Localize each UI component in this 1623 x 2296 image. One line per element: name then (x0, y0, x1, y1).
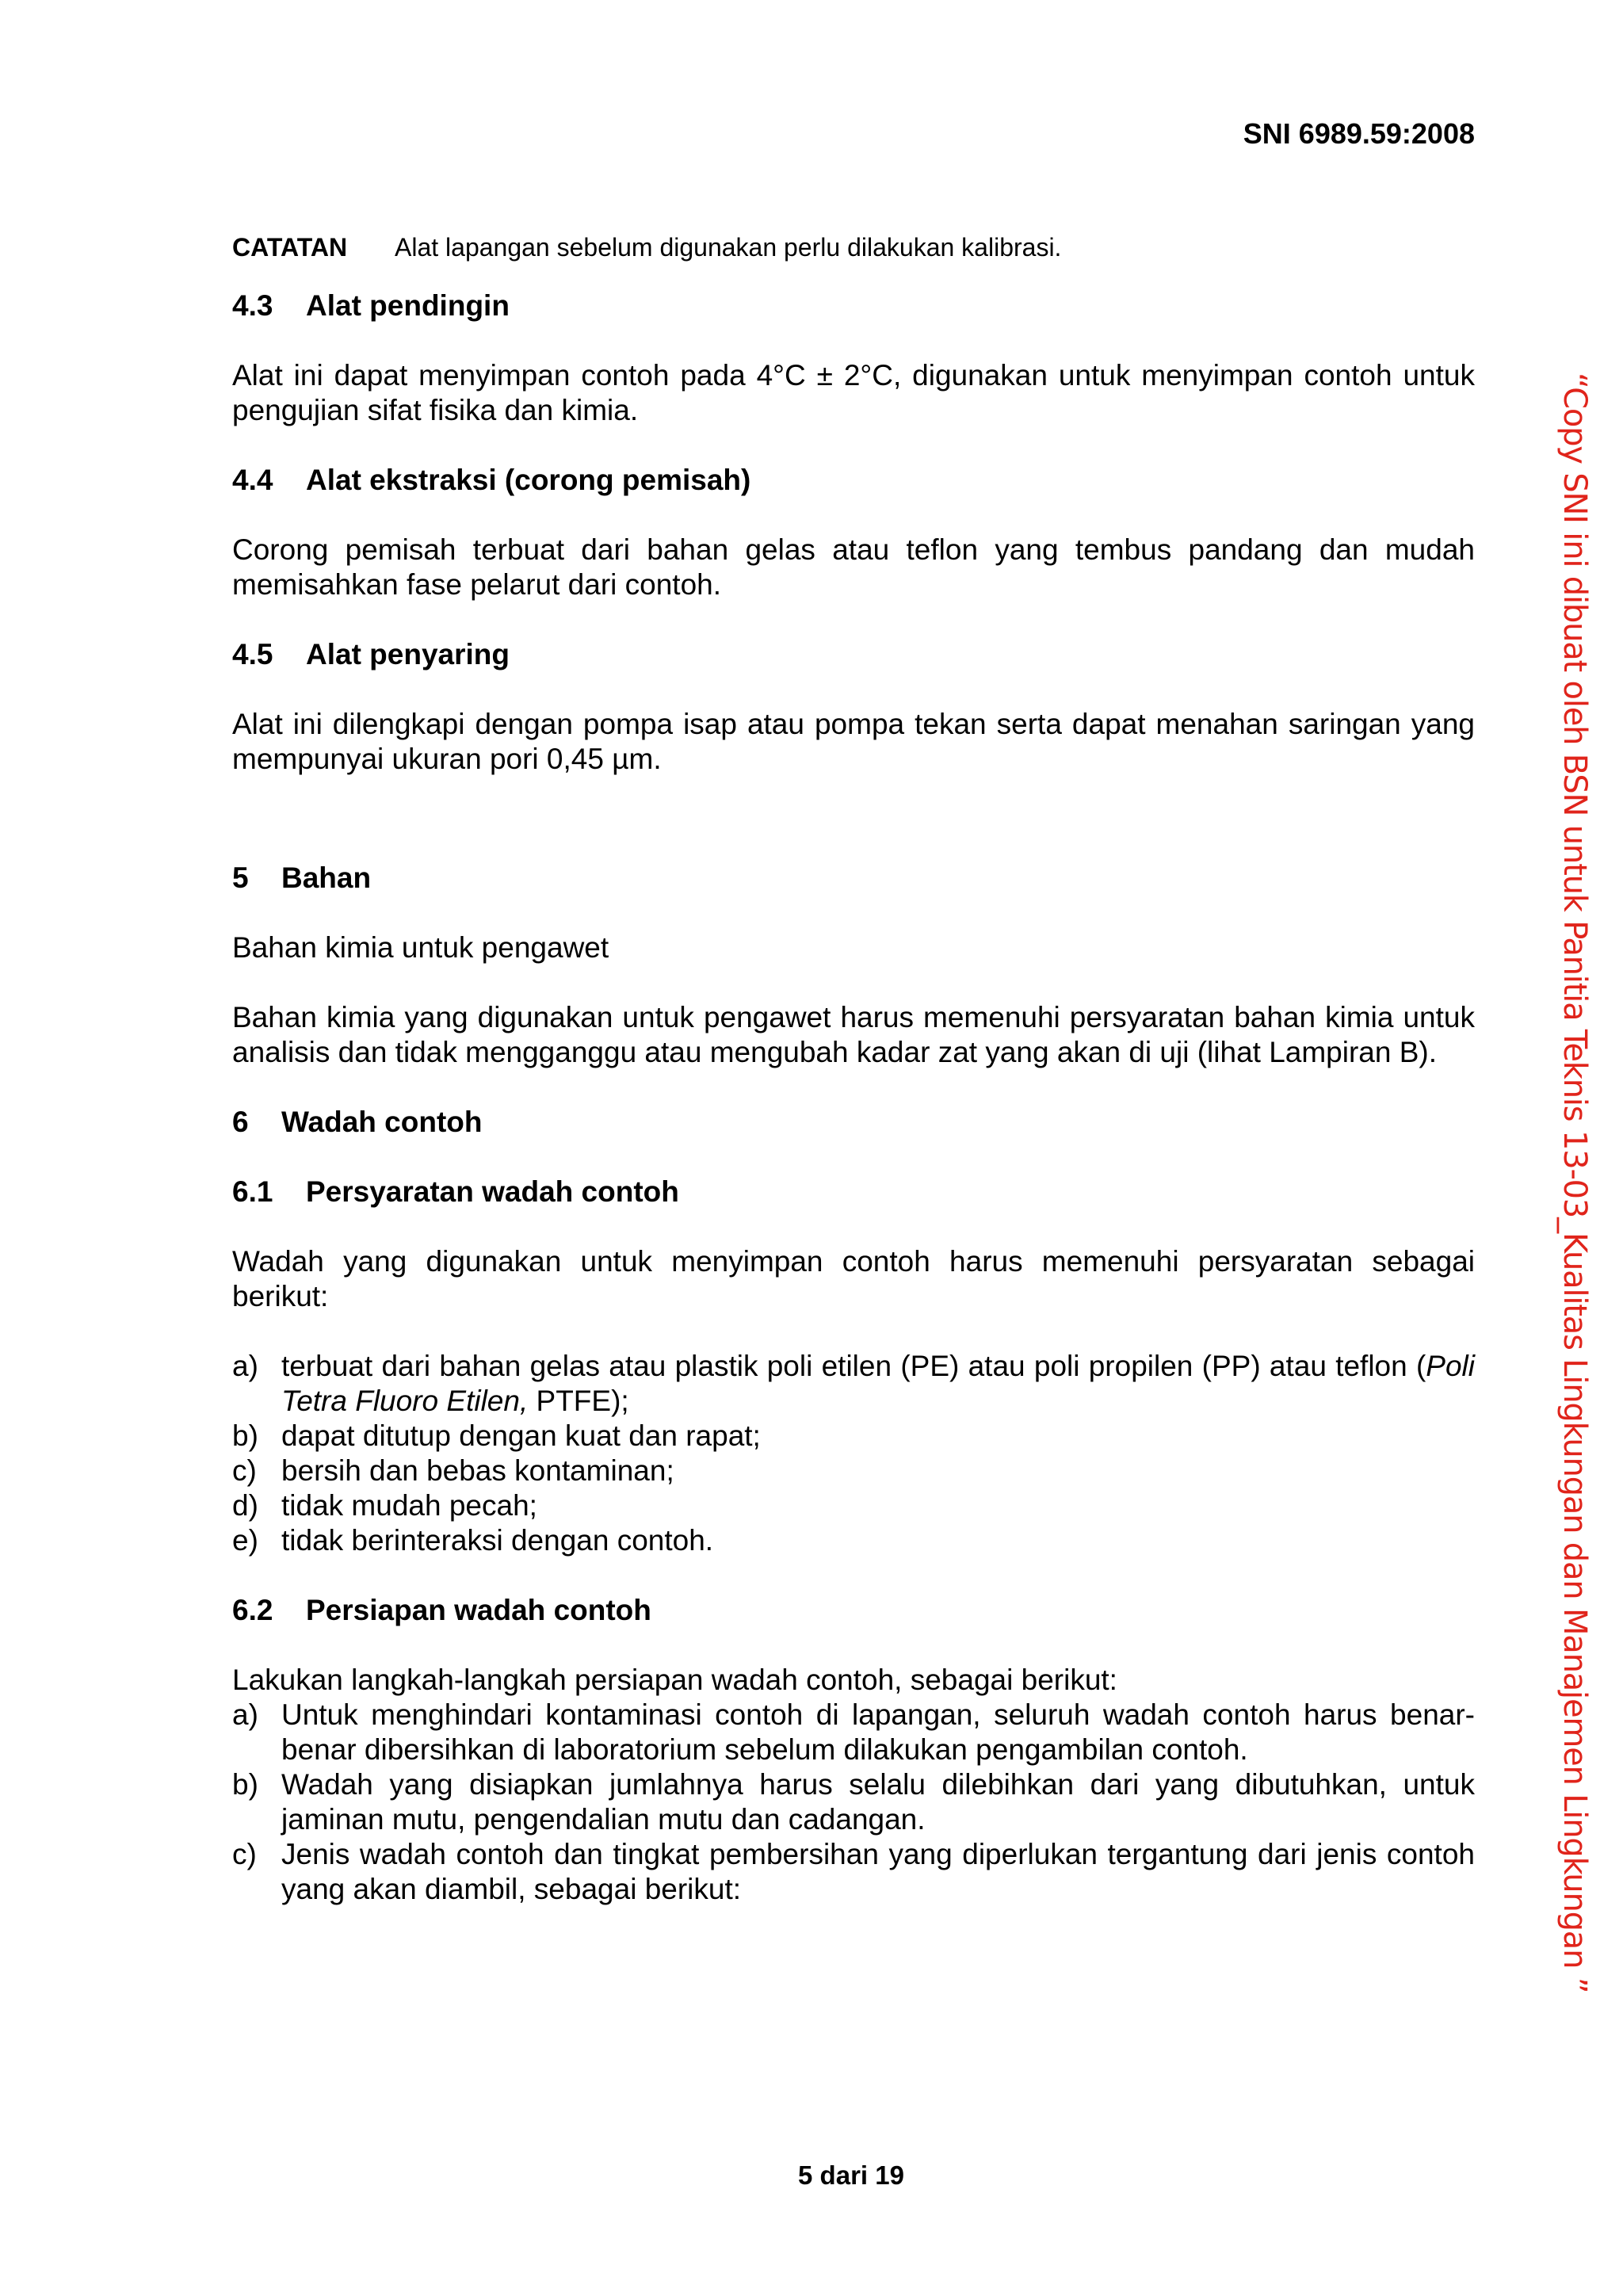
requirements-list (232, 1349, 1475, 1558)
note-text: Alat lapangan sebelum digunakan perlu dilakukan kalibrasi. (395, 233, 1062, 262)
list-item-text: terbuat dari bahan gelas atau plastik poli etilen (PE) atau poli propilen (PP) atau teflon (Poli Tetra Fluoro Etilen, PTFE); (281, 1350, 1475, 1417)
list-item-text: bersih dan bebas kontaminan; (281, 1454, 674, 1487)
list-item (232, 1488, 1475, 1523)
list-marker: c) (232, 1838, 257, 1870)
section-title: Persyaratan wadah contoh (306, 1175, 679, 1208)
list-item (232, 1698, 1475, 1767)
list-item (232, 1349, 1475, 1419)
section-heading-4-5 (232, 637, 1475, 672)
section-number: 6 (232, 1106, 249, 1138)
section-body-4-3: Alat ini dapat menyimpan contoh pada 4°C ± 2°C, digunakan untuk menyimpan contoh untuk pengujian sifat fisika dan kimia. (232, 359, 1475, 426)
italic-term: Poli Tetra Fluoro Etilen, (281, 1350, 1475, 1417)
list-item-text: tidak berinteraksi dengan contoh. (281, 1524, 714, 1557)
list-item (232, 1523, 1475, 1558)
section-number: 6.1 (232, 1175, 273, 1208)
list-item-text: Wadah yang disiapkan jumlahnya harus selalu dilebihkan dari yang dibutuhkan, untuk jaminan mutu, pengendalian mutu dan cadangan. (281, 1768, 1475, 1836)
section-heading-6 (232, 1105, 1475, 1140)
note (232, 230, 1475, 265)
section-intro-6-1: Wadah yang digunakan untuk menyimpan contoh harus memenuhi persyaratan sebagai berikut: (232, 1245, 1475, 1312)
section-title: Alat penyaring (306, 638, 510, 670)
section-heading-5 (232, 861, 1475, 896)
section-body-4-4: Corong pemisah terbuat dari bahan gelas atau teflon yang tembus pandang dan mudah memisahkan fase pelarut dari contoh. (232, 533, 1475, 601)
list-marker: a) (232, 1350, 258, 1382)
note-label: CATATAN (232, 233, 348, 262)
section-heading-6-1 (232, 1175, 1475, 1209)
section-number: 4.5 (232, 638, 273, 670)
page-number-footer: 5 dari 19 (798, 2160, 904, 2190)
section-intro-6-2: Lakukan langkah-langkah persiapan wadah contoh, sebagai berikut: (232, 1664, 1117, 1696)
list-marker: c) (232, 1454, 257, 1487)
section-number: 5 (232, 861, 249, 894)
list-item-text: dapat ditutup dengan kuat dan rapat; (281, 1419, 761, 1452)
list-item-text: Jenis wadah contoh dan tingkat pembersihan yang diperlukan tergantung dari jenis contoh yang akan diambil, sebagai berikut: (281, 1838, 1475, 1905)
list-marker: b) (232, 1768, 258, 1801)
section-number: 4.3 (232, 289, 273, 322)
list-item (232, 1837, 1475, 1907)
preparation-steps-list (232, 1698, 1475, 1907)
list-item (232, 1767, 1475, 1837)
list-item-text: tidak mudah pecah; (281, 1489, 537, 1522)
section-title: Alat ekstraksi (corong pemisah) (306, 464, 751, 496)
list-marker: d) (232, 1489, 258, 1522)
section-title: Wadah contoh (281, 1106, 483, 1138)
section-subtitle-5: Bahan kimia untuk pengawet (232, 931, 609, 964)
section-number: 4.4 (232, 464, 273, 496)
list-item-text: Untuk menghindari kontaminasi contoh di lapangan, seluruh wadah contoh harus benar-benar dibersihkan di laboratorium sebelum dilakukan pengambilan contoh. (281, 1698, 1475, 1766)
section-heading-4-3 (232, 288, 1475, 323)
section-title: Persiapan wadah contoh (306, 1594, 651, 1626)
list-marker: a) (232, 1698, 258, 1731)
section-body-4-5: Alat ini dilengkapi dengan pompa isap atau pompa tekan serta dapat menahan saringan yang mempunyai ukuran pori 0,45 µm. (232, 708, 1475, 775)
section-title: Alat pendingin (306, 289, 510, 322)
section-title: Bahan (281, 861, 372, 894)
section-heading-6-2 (232, 1593, 1475, 1628)
list-marker: e) (232, 1524, 258, 1557)
page-content (232, 230, 1475, 1907)
section-heading-4-4 (232, 463, 1475, 498)
section-body-5: Bahan kimia yang digunakan untuk pengawet harus memenuhi persyaratan bahan kimia untuk analisis dan tidak mengganggu atau mengubah kadar zat yang akan di uji (lihat Lampiran B). (232, 1001, 1475, 1068)
list-item (232, 1419, 1475, 1454)
section-number: 6.2 (232, 1594, 273, 1626)
standard-code-header: SNI 6989.59:2008 (1243, 117, 1475, 150)
list-item (232, 1454, 1475, 1488)
copyright-watermark: “Copy SNI ini dibuat oleh BSN untuk Panitia Teknis 13-03_Kualitas Lingkungan dan Manajemen Lingkungan ” (1556, 372, 1593, 1993)
list-marker: b) (232, 1419, 258, 1452)
